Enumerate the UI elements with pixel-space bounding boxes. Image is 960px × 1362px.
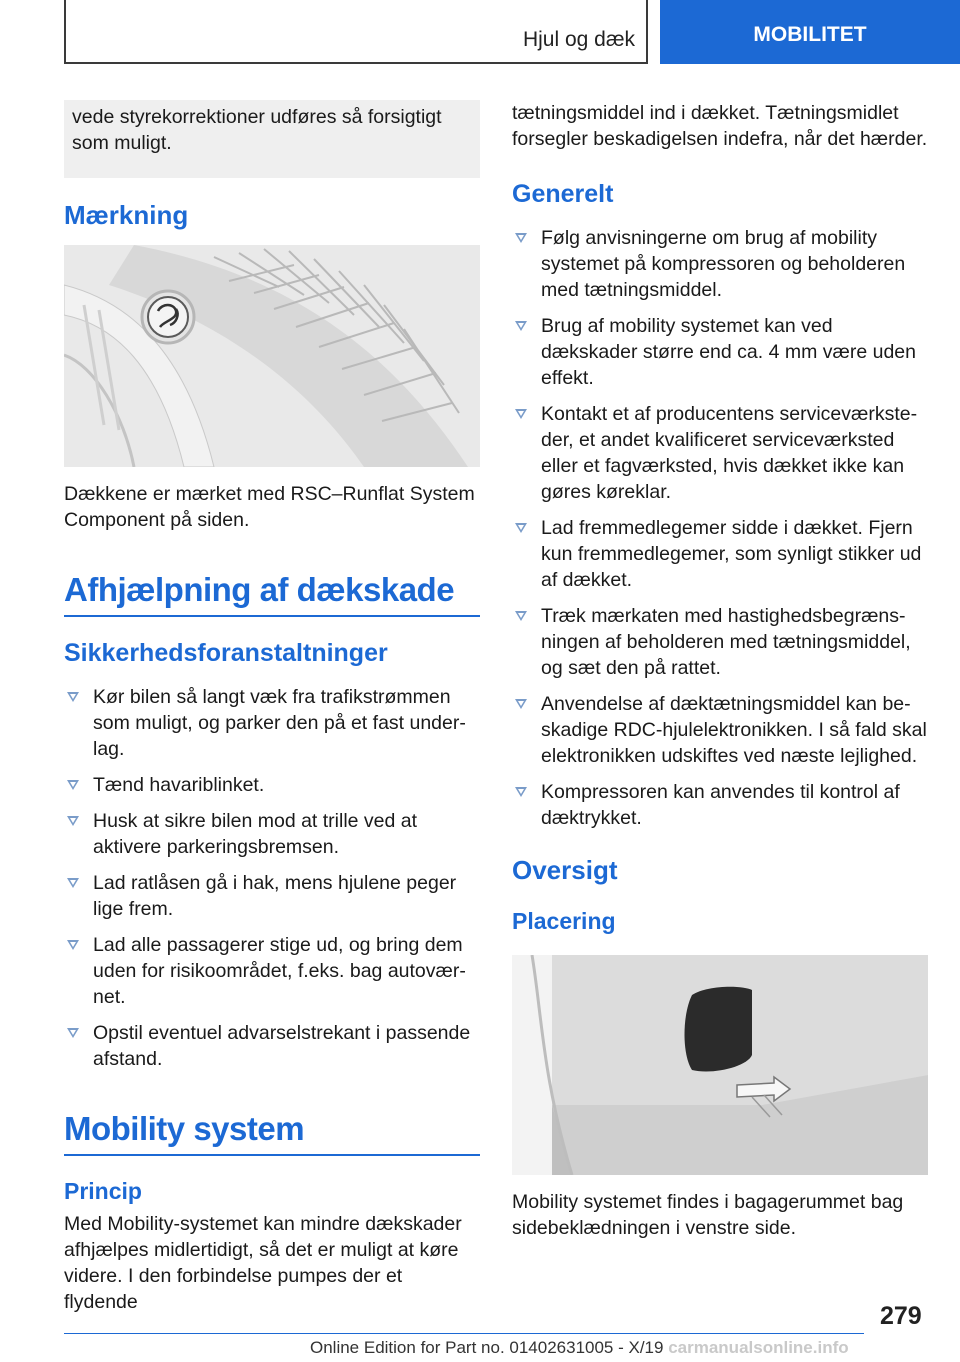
heading-oversigt: Oversigt [512,855,618,885]
heading-generelt: Generelt [512,180,614,208]
triangle-bullet-icon [515,321,527,331]
list-item: Anvendelse af dæktætningsmiddel kan beskadige RDC-hjulelektronikken. I så fald skal elektronikken udskiftes ved næste lejlighed. [512,691,928,769]
heading-princip: Princip [64,1178,142,1204]
safety-list [64,684,480,1072]
maerkning-caption: Dækkene er mærket med RSC–Runflat System Component på siden. [64,483,475,531]
triangle-bullet-icon [515,233,527,243]
placering-caption: Mobility systemet findes i bagagerummet bag sidebeklædningen i venstre side. [512,1191,904,1239]
list-item: Følg anvisningerne om brug af mobility systemet på kompressoren og beholderen med tætningsmiddel. [512,225,928,303]
general-list [512,225,928,831]
triangle-bullet-icon [67,878,79,888]
triangle-bullet-icon [67,1028,79,1038]
list-item: Kompressoren kan anvendes til kontrol af dæktrykket. [512,779,928,831]
triangle-bullet-icon [67,780,79,790]
heading-maerkning: Mærkning [64,200,189,230]
header-section-title: Hjul og dæk [522,28,635,51]
header-chapter-tab[interactable]: MOBILITET [660,0,960,64]
princip-text: Med Mobility-systemet kan mindre dækskader afhjælpes midlertidigt, så det er muligt at køre videre. I den forbindelse pumpes der et flydende [64,1213,462,1313]
list-item: Kontakt et af producentens serviceværksteder, et andet kvalificeret serviceværksted eller et fagværksted, hvis dækket ikke kan gøres køreklar. [512,401,928,505]
continued-text: tætningsmiddel ind i dækket. Tætningsmidlet forsegler beskadigelsen indefra, når det hærder. [512,102,928,150]
heading-sikkerhed: Sikkerhedsforanstaltninger [64,639,388,667]
list-item: Opstil eventuel advarselstrekant i passende afstand. [64,1020,480,1072]
list-item: Husk at sikre bilen mod at trille ved at aktivere parkeringsbremsen. [64,808,480,860]
heading-mobility-system: Mobility system [64,1110,480,1156]
footer-divider [64,1333,864,1334]
list-item: Lad alle passagerer stige ud, og bring dem uden for risikoområdet, f.eks. bag autoværnet. [64,932,480,1010]
list-item: Lad fremmedlegemer sidde i dækket. Fjern kun fremmedlegemer, som synligt stikker ud af dækket. [512,515,928,593]
list-item: Tænd havariblinket. [64,772,480,798]
list-item: Lad ratlåsen gå i hak, mens hjulene peger lige frem. [64,870,480,922]
triangle-bullet-icon [515,699,527,709]
triangle-bullet-icon [515,409,527,419]
tire-marking-image [64,245,480,467]
triangle-bullet-icon [67,816,79,826]
note-box [64,100,480,178]
heading-afhjaelpning: Afhjælpning af dækskade [64,571,480,617]
right-column [512,100,928,1241]
list-item: Kør bilen så langt væk fra trafikstrømmen som muligt, og parker den på et fast underlag. [64,684,480,762]
page-number: 279 [880,1302,922,1330]
left-column [64,100,480,1315]
triangle-bullet-icon [67,692,79,702]
footer-edition: Online Edition for Part no. 01402631005 - X/19 carmanualsonline.info [310,1338,849,1357]
triangle-bullet-icon [515,787,527,797]
triangle-bullet-icon [67,940,79,950]
heading-placering: Placering [512,908,616,934]
watermark-text: carmanualsonline.info [668,1338,849,1357]
triangle-bullet-icon [515,523,527,533]
list-item: Træk mærkaten med hastighedsbegrænsningen af beholderen med tætningsmiddel, og sæt den på rattet. [512,603,928,681]
list-item: Brug af mobility systemet kan ved dækskader større end ca. 4 mm være uden effekt. [512,313,928,391]
trunk-location-image [512,955,928,1175]
triangle-bullet-icon [515,611,527,621]
note-text: vede styrekorrektioner udføres så forsigtigt som muligt. [72,106,442,154]
